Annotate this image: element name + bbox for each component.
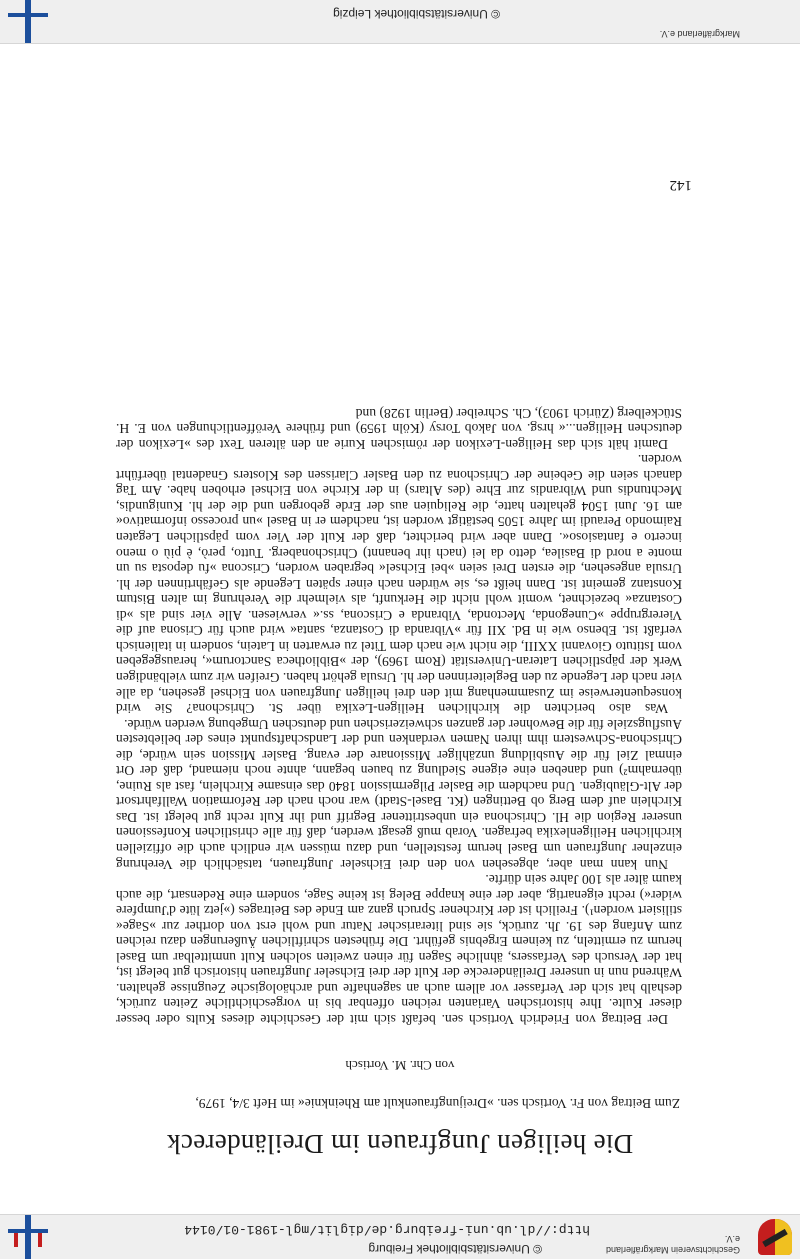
society-crest-icon bbox=[758, 1219, 792, 1255]
library-credit: © Universitätsbibliothek Freiburg bbox=[368, 1242, 542, 1256]
footer-society-name: Markgräflerland e.V. bbox=[659, 29, 740, 39]
viewer-header-strip bbox=[0, 1214, 800, 1259]
viewer-footer-strip bbox=[0, 0, 800, 44]
article-title: Die heiligen Jungfrauen im Dreiländereck bbox=[166, 1129, 634, 1159]
paragraph: Was also berichten die kirchlichen Heiligen-Lexika über St. Chrischona? Sie wird konsequenterweise im Zusammenhang mit den drei heiligen Jungfrauen von Eichsel gesehen, da alle vier nach der Legende zu den Begleiterinnen der hl. Ursula gehört haben. Greifen wir zum vielbändigen Werk der päpstlichen Lateran-Universität (Rom 1969), der »Bibliotheca Sanctorum«, herausgegeben vom Istituto Giovanni XXIII, die nicht wie nach dem Titel zu erwarten in Latein, sondern in italienisch verfaßt ist. Ebenso wie in Bd. XII für »Vibranda di Costanza, santa« wird auch für Crisona auf die Vierergruppe »Cunegonda, Mectonda, Vibranda e Criscona, ss.« verwiesen. Alle vier sind als »di Costanza« bezeichnet, womit wohl nicht die Herkunft, als vielmehr die Verehrung im alten Bistum Konstanz gemeint ist. Dann heißt es, sie würden nach einer späten Legende als Gefährtinnen der hl. Ursula angesehen, die ersten Drei seien »bei Eichsel« begraben worden, Criscona »fu deposta su un monte a nord di Basilea, detto da lei (nach ihr benannt) Chrischonaberg. Tutto, però, è più o meno incerto e fantasioso«. Dann aber wird berichtet, daß der Kult der Vier vom päpstlichen Legaten Raimondo Peraudi im Jahre 1505 bestätigt worden ist, nachdem er in Basel »un processo informativo« am 16. Juni 1504 gehalten hatte, die Reliquien aus der Erde geborgen und die der hl. Kunigundis, Mechtundis und Wibrandis zur Ehre (des Altars) in der Kirche von Eichsel erhoben habe. Am Tag danach seien die Gebeine der Chrischona zu den Basler Clarissen des Klosters Gnadental überführt worden. bbox=[116, 452, 682, 717]
permalink-url[interactable]: http://dl.ub.uni-freiburg.de/diglit/mgl-1981-01/0144 bbox=[184, 1222, 590, 1237]
footer-library-credit: © Universitätsbibliothek Leipzig bbox=[333, 7, 500, 21]
ub-logo-icon bbox=[8, 1215, 48, 1259]
society-name: Geschichtsverein Markgräflerland e.V. bbox=[605, 1234, 740, 1255]
paragraph: Damit hält sich das Heiligen-Lexikon der römischen Kurie an den älteren Text des »Lexikon der deutschen Heiligen...« hrsg. von Jakob Torsy (Köln 1959) und frühere Veröffentlichungen von E. H. Stückelberg (Zürich 1903), Ch. Schreiber (Berlin 1928) und bbox=[116, 405, 682, 452]
article-subtitle: Zum Beitrag von Fr. Vortisch sen. »Dreijungfrauenkult am Rheinknie« im Heft 3/4, 1979, bbox=[195, 1096, 680, 1111]
footer-ub-logo-icon bbox=[8, 0, 48, 43]
paragraph: Nun kann man aber, abgesehen von den drei Eichseler Jungfrauen, tatsächlich die Verehrung einzelner Jungfrauen um Basel herum feststellen, und dazu müssen wir endlich auch die offiziellen kirchlichen Heiligenlexika befragen. Vorab muß gesagt werden, daß für alle christlichen Konfessionen unserer Region die Hl. Chrischona ein unbestrittener Begriff und ihr Kult recht gut belegt ist. Das Kirchlein auf dem Berg ob Bettingen (Kt. Basel-Stadt) war noch nach der Reformation Wallfahrtsort der Alt-Gläubigen. Und nachdem die Basler Pilgermission 1840 das einsame Kirchlein, fast als Ruine, übernahm²) und daneben eine eigene Siedlung zu bauen begann, ahnte noch niemand, daß der Ort einmal Ziel für die Ausbildung unzähliger Missionare der evang. Basler Mission sein würde, die Chrischona-Schwestern ihm ihren Namen verdanken und der Landschaftspunkt eines der beliebtesten Ausflugsziele für die Bewohner der ganzen schweizerischen und deutschen Umgebung werden würde. bbox=[116, 716, 682, 872]
page-number: 142 bbox=[669, 177, 692, 193]
paragraph: Der Beitrag von Friedrich Vortisch sen. befaßt sich mit der Geschichte dieses Kults oder besser dieser Kulte. Ihre historischen Varianten reichen offenbar bis in vorgeschichtliche Zeiten zurück, deshalb hat sich der Verfasser vor allem auch an sagenhafte und archäologische Zeugnisse gehalten. Während nun in unserer Dreiländerecke der Kult der drei Eichseler Jungfrauen historisch gut belegt ist, hat der Versuch des Verfassers, ähnliche Sagen für einen zweiten solchen Kult unmittelbar um Basel herum zu ermitteln, zu keinem Ergebnis geführt. Die frühesten schriftlichen Äußerungen dazu reichen zum Anfang des 19. Jh. zurück, sie sind literarischer Natur und wohl erst von dorther zur »Sage« stilisiert worden¹). Freilich ist der Kirchener Spruch ganz am Ende des Beitrages (»jetz lüte d'Jumpfere wider«) recht eigenartig, aber der eine knappe Beleg ist keine Sage, sondern eine Redensart, die auch kaum älter als 100 Jahre sein dürfte. bbox=[116, 872, 682, 1027]
article-author: von Chr. M. Vortisch bbox=[345, 1058, 455, 1073]
article-body bbox=[116, 405, 682, 1027]
